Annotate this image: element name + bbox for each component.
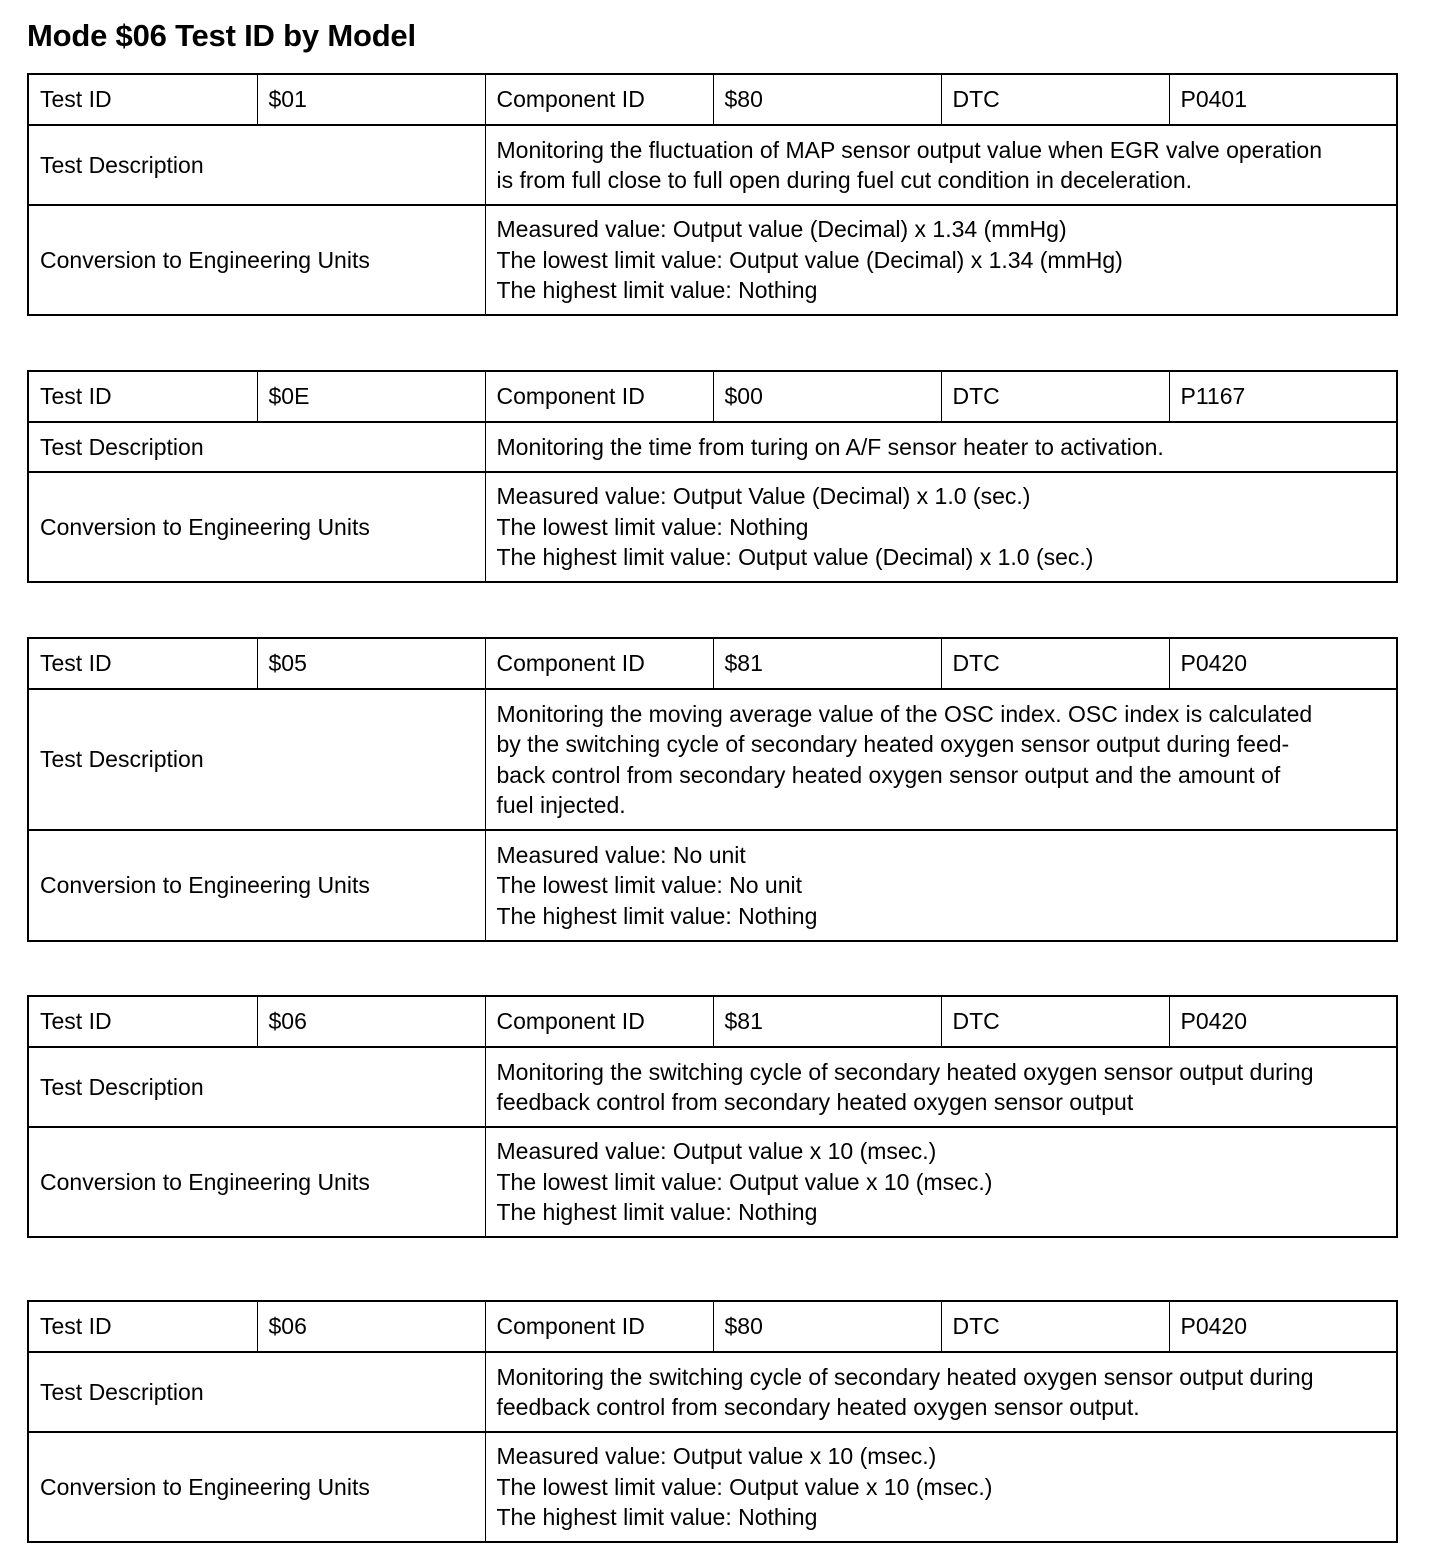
dtc-value: P1167	[1169, 371, 1397, 422]
component-id-value: $80	[713, 74, 941, 125]
test-description-row	[28, 1352, 1397, 1432]
test-table	[27, 73, 1398, 316]
test-id-value: $01	[257, 74, 485, 125]
conversion-line: The lowest limit value: Output value x 10 (msec.)	[496, 1168, 993, 1195]
test-description-label: Test Description	[28, 422, 485, 472]
conversion-line: The lowest limit value: No unit	[496, 872, 803, 899]
description-line: Monitoring the switching cycle of secondary heated oxygen sensor output during	[496, 1363, 1314, 1390]
test-id-label: Test ID	[28, 371, 257, 422]
conversion-label: Conversion to Engineering Units	[28, 1127, 485, 1237]
conversion-line: The lowest limit value: Output value (Decimal) x 1.34 (mmHg)	[496, 246, 1123, 273]
conversion-line: The highest limit value: Nothing	[496, 1199, 818, 1226]
test-header-row	[28, 371, 1397, 422]
conversion-row	[28, 1432, 1397, 1542]
conversion-line: Measured value: No unit	[496, 841, 746, 868]
test-header-row	[28, 638, 1397, 689]
description-line: feedback control from secondary heated oxygen sensor output.	[496, 1394, 1140, 1420]
test-id-label: Test ID	[28, 638, 257, 689]
conversion-line: The lowest limit value: Output value x 10 (msec.)	[496, 1473, 993, 1500]
test-id-value: $06	[257, 996, 485, 1047]
dtc-value: P0401	[1169, 74, 1397, 125]
description-line: by the switching cycle of secondary heated oxygen sensor output during feed-	[496, 731, 1290, 757]
description-line: fuel injected.	[496, 792, 626, 818]
conversion-value	[485, 205, 1397, 315]
test-description-value	[485, 1352, 1397, 1432]
dtc-value: P0420	[1169, 1301, 1397, 1352]
test-id-value: $06	[257, 1301, 485, 1352]
test-description-label: Test Description	[28, 1352, 485, 1432]
dtc-label: DTC	[941, 1301, 1169, 1352]
description-line: is from full close to full open during fuel cut condition in deceleration.	[496, 167, 1193, 193]
conversion-line: The highest limit value: Nothing	[496, 902, 818, 929]
conversion-label: Conversion to Engineering Units	[28, 1432, 485, 1542]
test-description-label: Test Description	[28, 689, 485, 830]
conversion-value	[485, 830, 1397, 941]
test-description-row	[28, 1047, 1397, 1127]
test-table	[27, 637, 1398, 942]
conversion-value	[485, 472, 1397, 582]
test-description-value	[485, 125, 1397, 205]
conversion-row	[28, 1127, 1397, 1237]
conversion-line: The highest limit value: Nothing	[496, 1504, 818, 1531]
test-header-row	[28, 74, 1397, 125]
conversion-line: The highest limit value: Output value (Decimal) x 1.0 (sec.)	[496, 544, 1094, 571]
description-line: Monitoring the fluctuation of MAP sensor output value when EGR valve operation	[496, 136, 1322, 163]
conversion-line: Measured value: Output Value (Decimal) x 1.0 (sec.)	[496, 483, 1031, 510]
test-header-row	[28, 1301, 1397, 1352]
component-id-value: $80	[713, 1301, 941, 1352]
component-id-label: Component ID	[485, 371, 713, 422]
description-line: Monitoring the moving average value of the OSC index. OSC index is calculated	[496, 700, 1313, 727]
test-id-value: $05	[257, 638, 485, 689]
component-id-value: $00	[713, 371, 941, 422]
dtc-label: DTC	[941, 371, 1169, 422]
dtc-label: DTC	[941, 638, 1169, 689]
page-title: Mode $06 Test ID by Model	[27, 18, 416, 53]
conversion-label: Conversion to Engineering Units	[28, 830, 485, 941]
test-header-row	[28, 996, 1397, 1047]
component-id-value: $81	[713, 996, 941, 1047]
conversion-line: Measured value: Output value (Decimal) x 1.34 (mmHg)	[496, 216, 1067, 243]
dtc-value: P0420	[1169, 638, 1397, 689]
test-table	[27, 1300, 1398, 1543]
conversion-line: The lowest limit value: Nothing	[496, 513, 809, 540]
description-line: Monitoring the switching cycle of secondary heated oxygen sensor output during	[496, 1058, 1314, 1085]
component-id-value: $81	[713, 638, 941, 689]
conversion-value	[485, 1432, 1397, 1542]
component-id-label: Component ID	[485, 638, 713, 689]
test-description-value	[485, 422, 1397, 472]
test-id-label: Test ID	[28, 1301, 257, 1352]
test-description-label: Test Description	[28, 1047, 485, 1127]
description-line: back control from secondary heated oxygen sensor output and the amount of	[496, 761, 1281, 788]
component-id-label: Component ID	[485, 1301, 713, 1352]
test-table	[27, 370, 1398, 583]
conversion-row	[28, 472, 1397, 582]
conversion-line: Measured value: Output value x 10 (msec.)	[496, 1443, 937, 1470]
component-id-label: Component ID	[485, 996, 713, 1047]
description-line: feedback control from secondary heated oxygen sensor output	[496, 1089, 1134, 1115]
conversion-line: Measured value: Output value x 10 (msec.)	[496, 1138, 937, 1165]
conversion-label: Conversion to Engineering Units	[28, 472, 485, 582]
description-line: Monitoring the time from turing on A/F sensor heater to activation.	[496, 433, 1164, 460]
dtc-value: P0420	[1169, 996, 1397, 1047]
test-description-label: Test Description	[28, 125, 485, 205]
conversion-row	[28, 830, 1397, 941]
conversion-label: Conversion to Engineering Units	[28, 205, 485, 315]
test-id-label: Test ID	[28, 996, 257, 1047]
test-description-value	[485, 689, 1397, 830]
conversion-value	[485, 1127, 1397, 1237]
dtc-label: DTC	[941, 996, 1169, 1047]
test-table	[27, 995, 1398, 1238]
conversion-row	[28, 205, 1397, 315]
dtc-label: DTC	[941, 74, 1169, 125]
test-description-row	[28, 422, 1397, 472]
conversion-line: The highest limit value: Nothing	[496, 277, 818, 304]
test-description-row	[28, 689, 1397, 830]
test-description-row	[28, 125, 1397, 205]
test-id-value: $0E	[257, 371, 485, 422]
component-id-label: Component ID	[485, 74, 713, 125]
test-description-value	[485, 1047, 1397, 1127]
test-id-label: Test ID	[28, 74, 257, 125]
